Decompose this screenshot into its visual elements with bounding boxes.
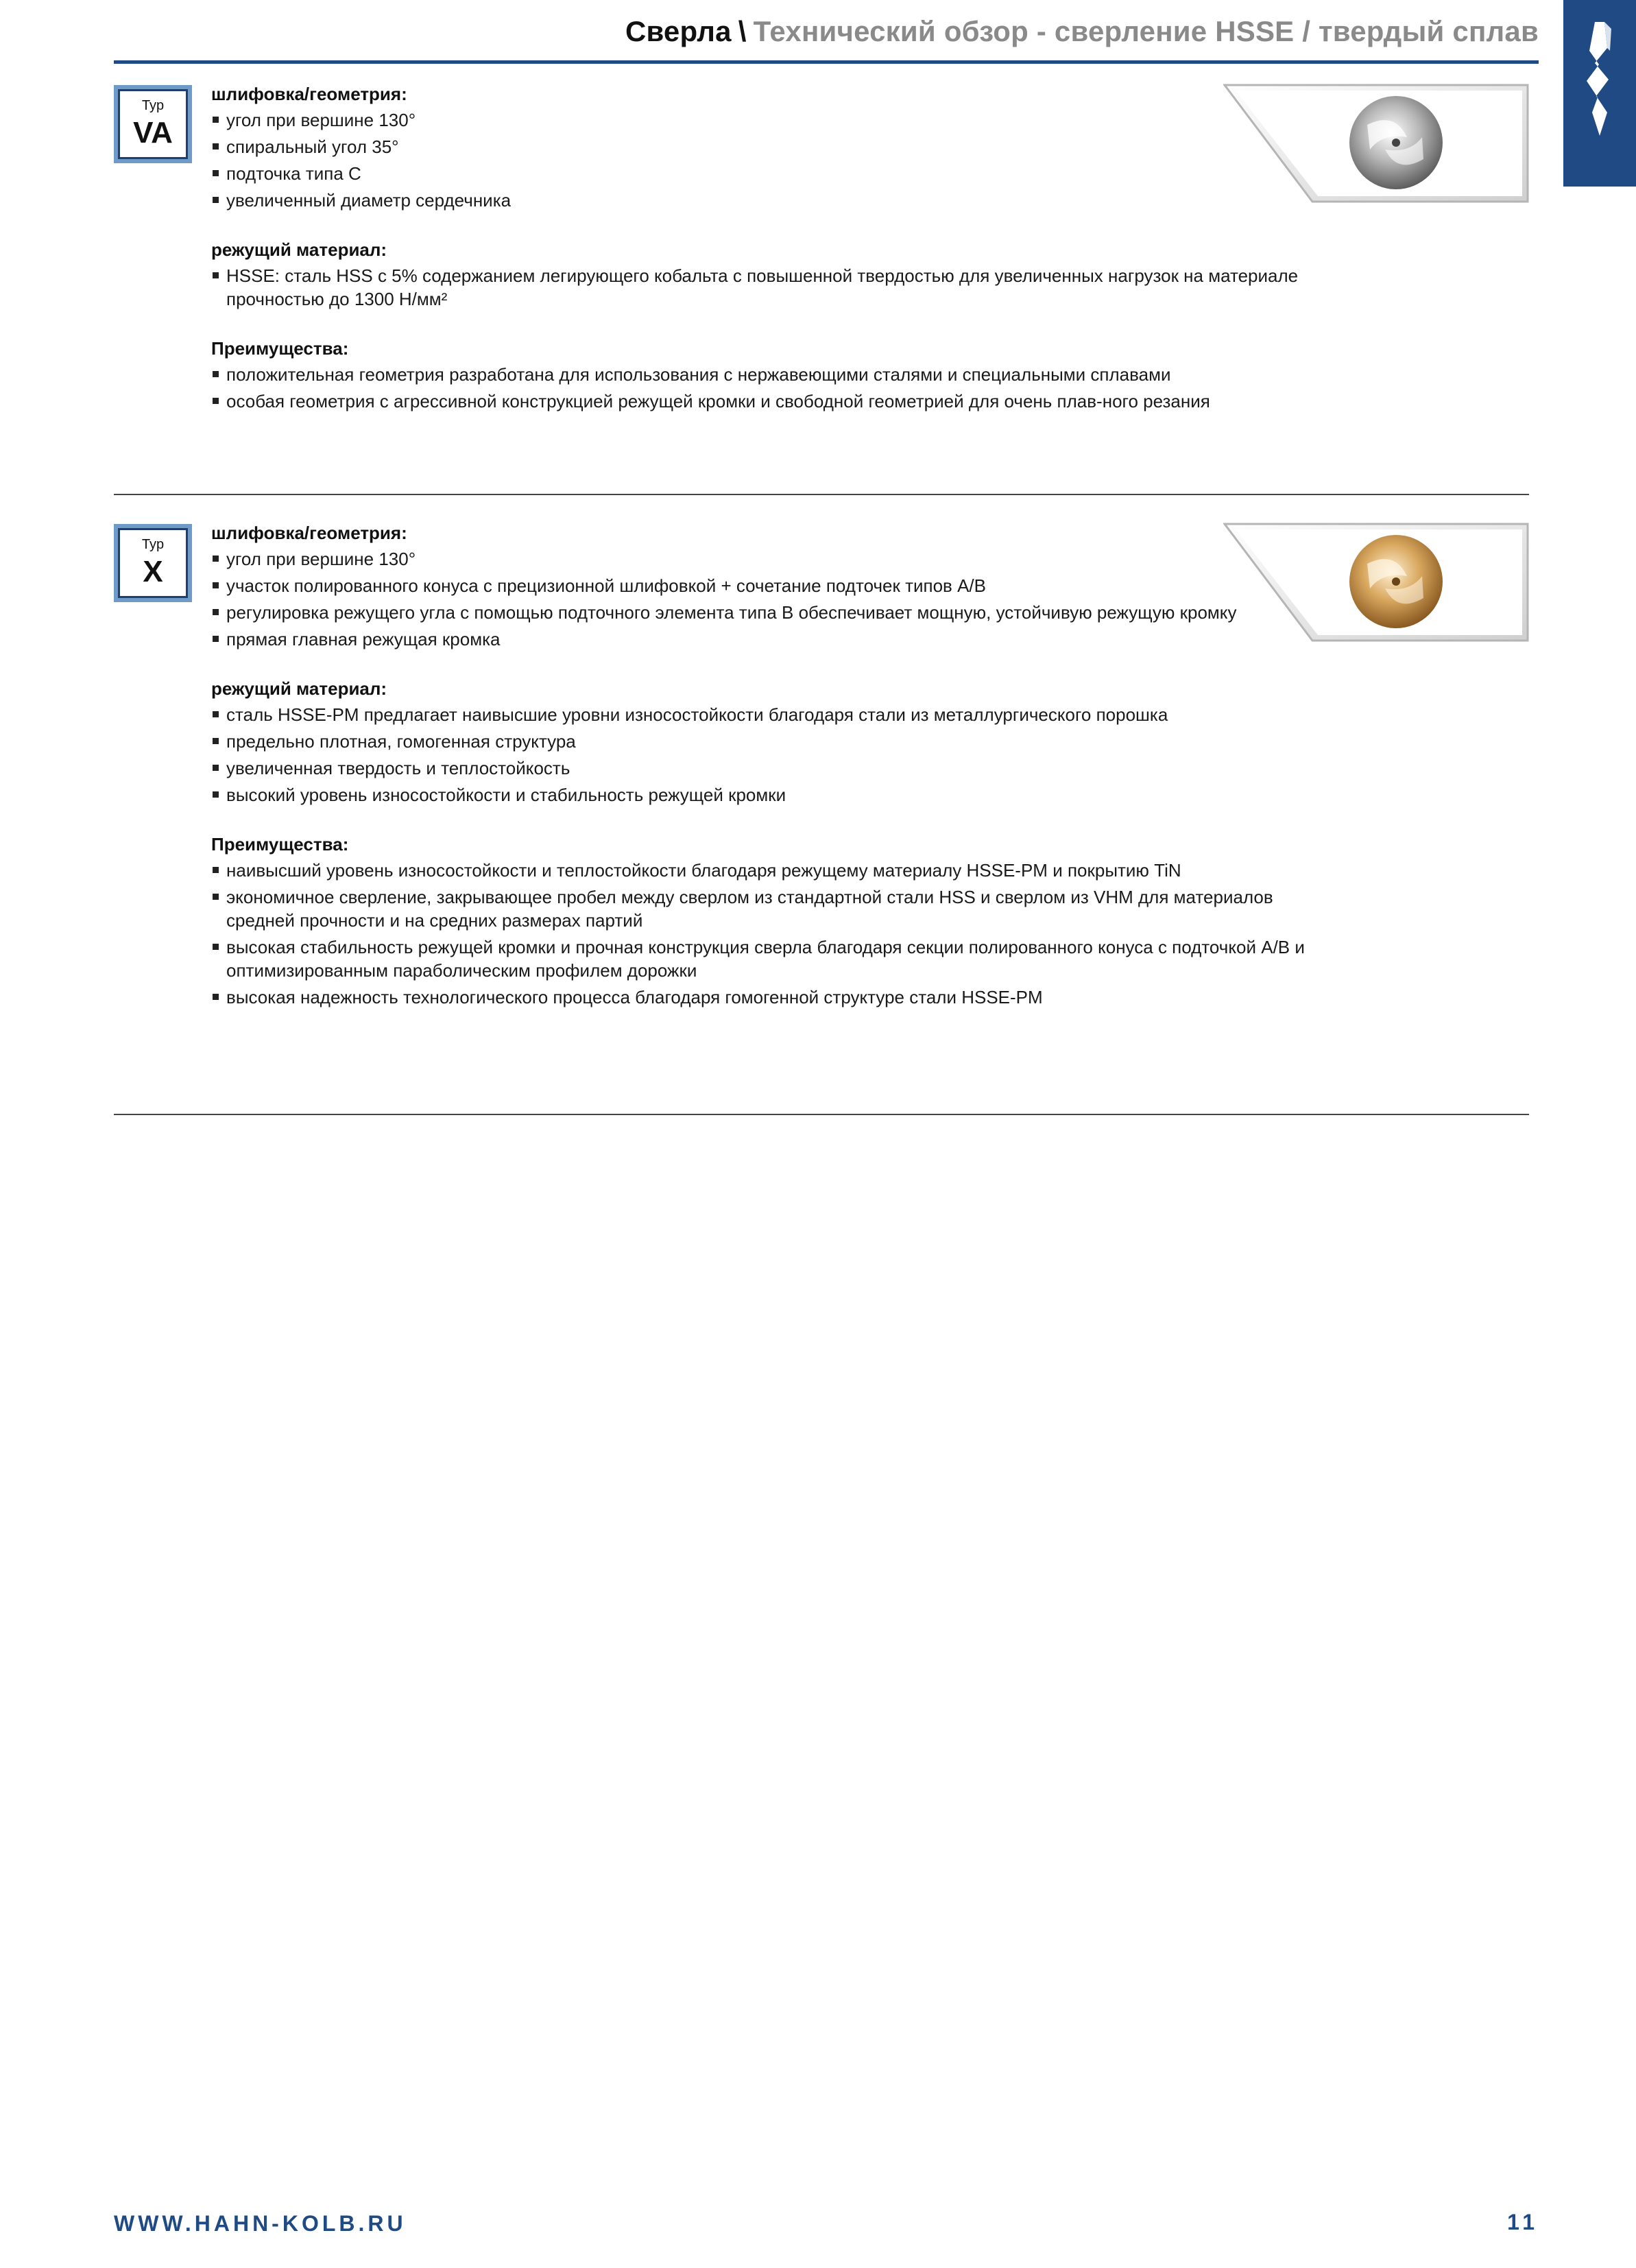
advantages-list — [211, 363, 1308, 413]
list-item: сталь HSSE-PM предлагает наивысшие уровни износостойкости благодаря стали из металлургического порошка — [211, 703, 1308, 726]
section-content — [211, 520, 1308, 1034]
list-item: экономичное сверление, закрывающее пробел между сверлом из стандартной стали HSS и сверлом из VHM для материалов средней прочности и на средних размерах партий — [211, 885, 1308, 932]
list-item: наивысший уровень износостойкости и теплостойкости благодаря режущему материалу HSSE-PM и покрытию TiN — [211, 859, 1308, 882]
list-item: положительная геометрия разработана для использования с нержавеющими сталями и специальными сплавами — [211, 363, 1308, 386]
type-badge — [114, 524, 192, 602]
header-rule — [114, 60, 1539, 64]
grinding-heading: шлифовка/геометрия: — [211, 523, 407, 543]
list-item: увеличенный диаметр сердечника — [211, 189, 1308, 212]
material-heading: режущий материал: — [211, 239, 387, 260]
list-item: высокая стабильность режущей кромки и прочная конструкция сверла благодаря секции полированного конуса с подточкой A/B и оптимизированным параболическим профилем дорожки — [211, 935, 1308, 982]
list-item: участок полированного конуса с прецизионной шлифовкой + сочетание подточек типов A/B — [211, 574, 1308, 597]
section-content — [211, 81, 1308, 438]
page-title — [625, 15, 1539, 48]
drill-tip-photo-hsse — [1223, 84, 1529, 203]
drill-tip-photo-hsse-pm — [1223, 523, 1529, 642]
advantages-list — [211, 859, 1308, 1009]
footer-url[interactable]: WWW.HAHN-KOLB.RU — [114, 2211, 407, 2236]
advantages-heading: Преимущества: — [211, 834, 349, 855]
list-item: спиральный угол 35° — [211, 135, 1308, 158]
page-title-subtitle: Технический обзор - сверление HSSE / твердый сплав — [753, 15, 1539, 47]
page-title-separator: \ — [738, 15, 747, 47]
page-title-main: Сверла — [625, 15, 732, 47]
list-item: высокая надежность технологического процесса благодаря гомогенной структуре стали HSSE-PM — [211, 986, 1308, 1009]
list-item: прямая главная режущая кромка — [211, 628, 1308, 651]
grinding-heading: шлифовка/геометрия: — [211, 84, 407, 104]
page-number: 11 — [1507, 2210, 1539, 2234]
type-badge-label: Typ — [141, 98, 165, 113]
material-list — [211, 264, 1308, 311]
list-item: высокий уровень износостойкости и стабильность режущей кромки — [211, 783, 1308, 807]
type-badge-code: X — [143, 555, 163, 588]
drill-bit-icon — [1577, 21, 1622, 137]
brand-tab — [1563, 0, 1636, 187]
list-item: подточка типа С — [211, 162, 1308, 185]
section-divider — [114, 1114, 1529, 1115]
list-item: угол при вершине 130° — [211, 108, 1308, 132]
list-item: увеличенная твердость и теплостойкость — [211, 756, 1308, 780]
type-badge-code: VA — [133, 116, 173, 150]
advantages-heading: Преимущества: — [211, 338, 349, 359]
section-divider — [114, 494, 1529, 495]
material-heading: режущий материал: — [211, 678, 387, 699]
list-item: HSSE: сталь HSS с 5% содержанием легирующего кобальта с повышенной твердостью для увеличенных нагрузок на материале прочностью до 1300 Н/мм² — [211, 264, 1308, 311]
grinding-list — [211, 108, 1308, 212]
grinding-list — [211, 547, 1308, 651]
list-item: угол при вершине 130° — [211, 547, 1308, 571]
material-list — [211, 703, 1308, 807]
list-item: особая геометрия с агрессивной конструкцией режущей кромки и свободной геометрией для очень плав-ного резания — [211, 390, 1308, 413]
list-item: регулировка режущего угла с помощью подточного элемента типа B обеспечивает мощную, устойчивую режущую кромку — [211, 601, 1308, 624]
list-item: предельно плотная, гомогенная структура — [211, 730, 1308, 753]
type-badge-label: Typ — [141, 537, 165, 552]
type-badge — [114, 85, 192, 163]
